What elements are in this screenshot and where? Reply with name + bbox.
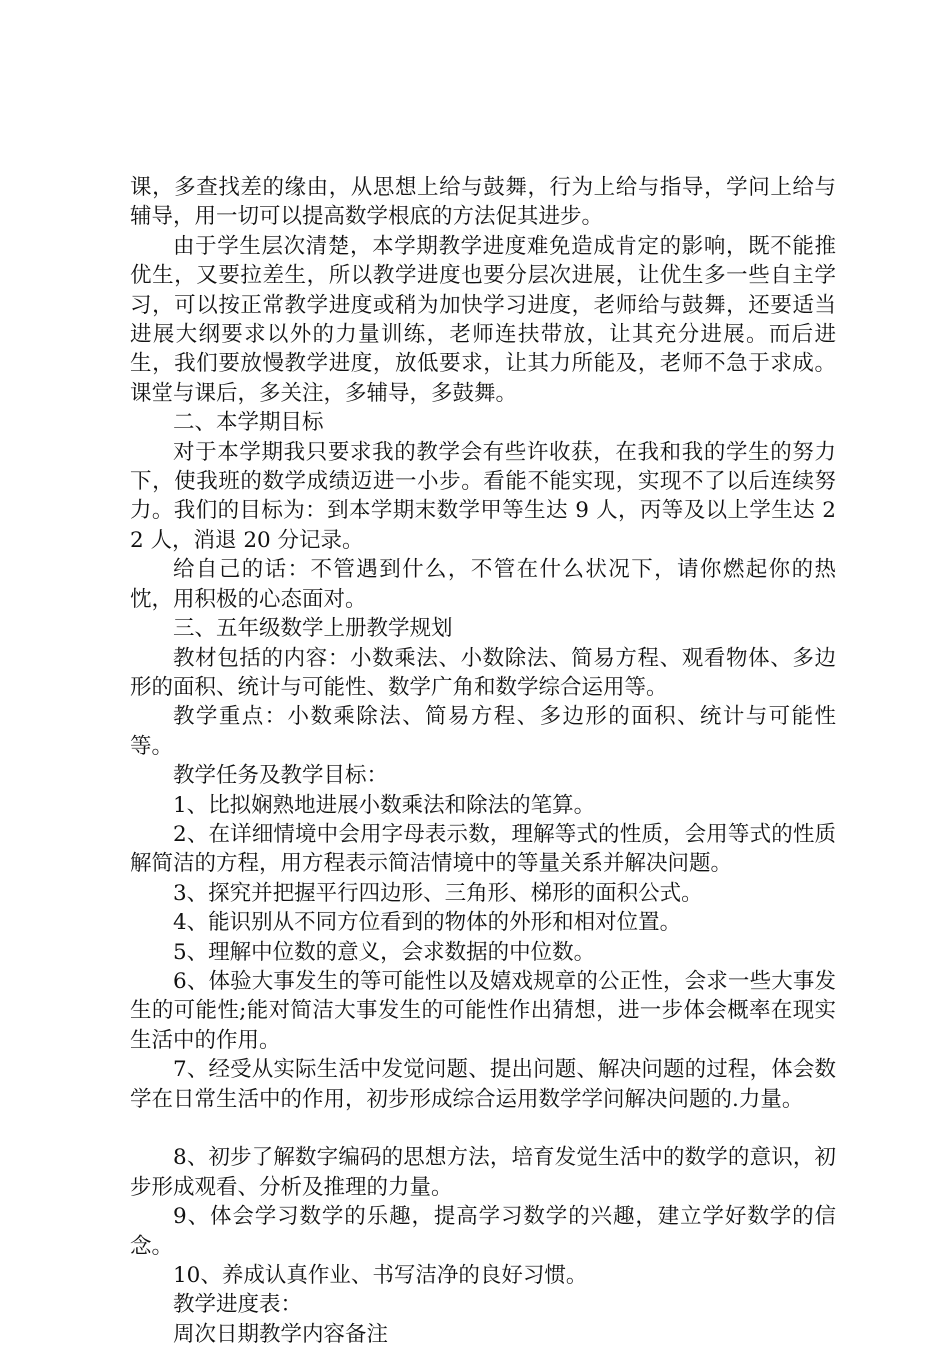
paragraph-2: 由于学生层次清楚，本学期教学进度难免造成肯定的影响，既不能推优生，又要拉差生，所以教学进度也要分层次进展，让优生多一些自主学习，可以按正常教学进度或稍为加快学习进度，老师给与鼓舞，还要适当进展大纲要求以外的力量训练，老师连扶带放，让其充分进展。而后进生，我们要放慢教学进度，放低要求，让其力所能及，老师不急于求成。课堂与课后，多关注，多辅导，多鼓舞。 (130, 233, 836, 406)
section-heading-plan: 三、五年级数学上册教学规划 (173, 616, 453, 642)
paragraph-self-note: 给自己的话：不管遇到什么，不管在什么状况下，请你燃起你的热忱，用积极的心态面对。 (130, 557, 836, 612)
document-body (130, 173, 836, 1349)
list-item-8: 8、初步了解数字编码的思想方法，培育发觉生活中的数学的意识，初步形成观看、分析及推理的力量。 (130, 1145, 836, 1200)
list-item-3: 3、探究并把握平行四边形、三角形、梯形的面积公式。 (173, 880, 703, 906)
list-item-9: 9、体会学习数学的乐趣，提高学习数学的兴趣，建立学好数学的信念。 (130, 1204, 836, 1259)
section-heading-goals: 二、本学期目标 (173, 410, 324, 436)
list-item-10: 10、养成认真作业、书写洁净的良好习惯。 (173, 1263, 588, 1289)
list-item-4: 4、能识别从不同方位看到的物体的外形和相对位置。 (173, 910, 682, 936)
list-item-1: 1、比拟娴熟地进展小数乘法和除法的笔算。 (173, 792, 596, 818)
paragraph-key-points: 教学重点：小数乘除法、简易方程、多边形的面积、统计与可能性等。 (130, 704, 836, 759)
list-item-2: 2、在详细情境中会用字母表示数，理解等式的性质，会用等式的性质解简洁的方程，用方程表示简洁情境中的等量关系并解决问题。 (130, 821, 836, 877)
schedule-columns: 周次日期教学内容备注 (173, 1321, 389, 1347)
list-item-7: 7、经受从实际生活中发觉问题、提出问题、解决问题的过程，体会数学在日常生活中的作用，初步形成综合运用数学学问解决问题的.力量。 (130, 1057, 836, 1112)
paragraph-goals: 对于本学期我只要求我的教学会有些许收获，在我和我的学生的努力下，使我班的数学成绩迈进一小步。看能不能实现，实现不了以后连续努力。我们的目标为：到本学期末数学甲等生达 9 人，丙等及以上学生达 22 人，消退 20 分记录。 (130, 439, 836, 553)
list-item-5: 5、理解中位数的意义，会求数据的中位数。 (173, 939, 596, 965)
paragraph-contents: 教材包括的内容：小数乘法、小数除法、简易方程、观看物体、多边形的面积、统计与可能性、数学广角和数学综合运用等。 (130, 645, 836, 700)
paragraph-1: 课，多查找差的缘由，从思想上给与鼓舞，行为上给与指导，学问上给与辅导，用一切可以提高数学根底的方法促其进步。 (130, 175, 836, 230)
paragraph-tasks-heading: 教学任务及教学目标： (173, 763, 389, 789)
list-item-6: 6、体验大事发生的等可能性以及嬉戏规章的公正性，会求一些大事发生的可能性;能对简洁大事发生的可能性作出猜想，进一步体会概率在现实生活中的作用。 (130, 968, 836, 1053)
schedule-heading: 教学进度表： (173, 1292, 303, 1318)
